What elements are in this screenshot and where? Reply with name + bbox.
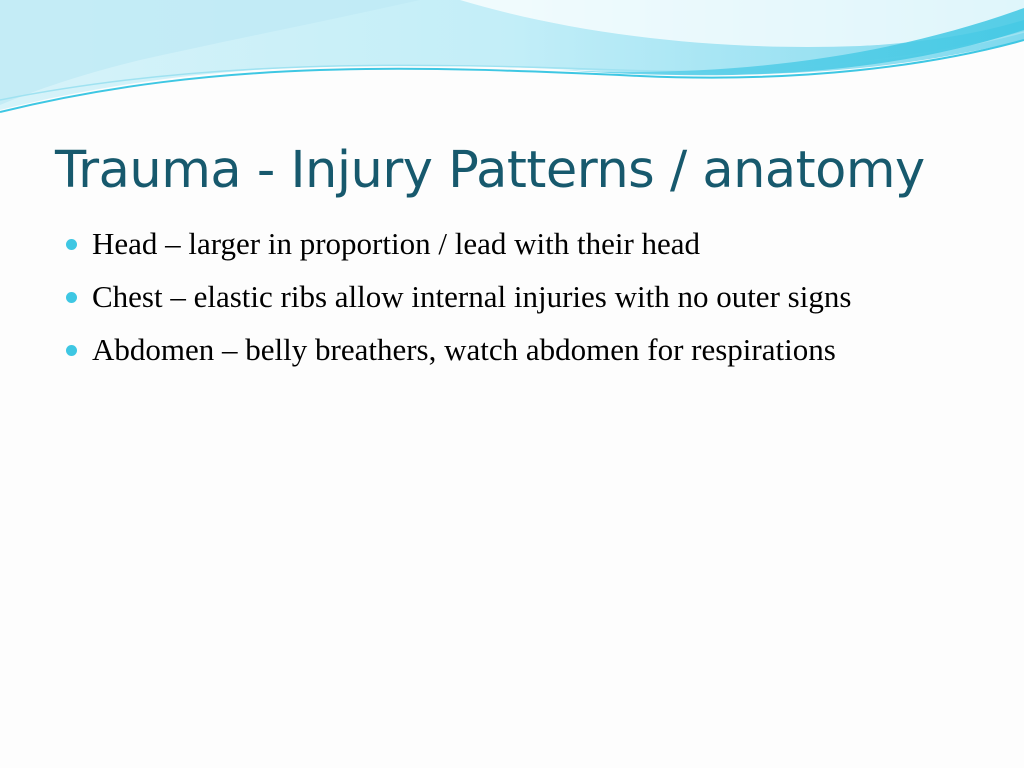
bullet-dot-icon bbox=[66, 239, 77, 250]
bullet-text: Abdomen – belly breathers, watch abdomen for respirations bbox=[92, 332, 836, 367]
bullet-dot-icon bbox=[66, 345, 77, 356]
header-wave-decoration bbox=[0, 0, 1024, 120]
slide-title: Trauma - Injury Patterns / anatomy bbox=[55, 141, 925, 200]
bullet-item-chest bbox=[62, 275, 882, 319]
bullet-text: Head – larger in proportion / lead with their head bbox=[92, 226, 701, 261]
bullet-text: Chest – elastic ribs allow internal injuries with no outer signs bbox=[92, 279, 852, 314]
bullet-list bbox=[62, 222, 882, 381]
bullet-item-head bbox=[62, 222, 882, 266]
bullet-dot-icon bbox=[66, 292, 77, 303]
bullet-item-abdomen bbox=[62, 328, 882, 372]
